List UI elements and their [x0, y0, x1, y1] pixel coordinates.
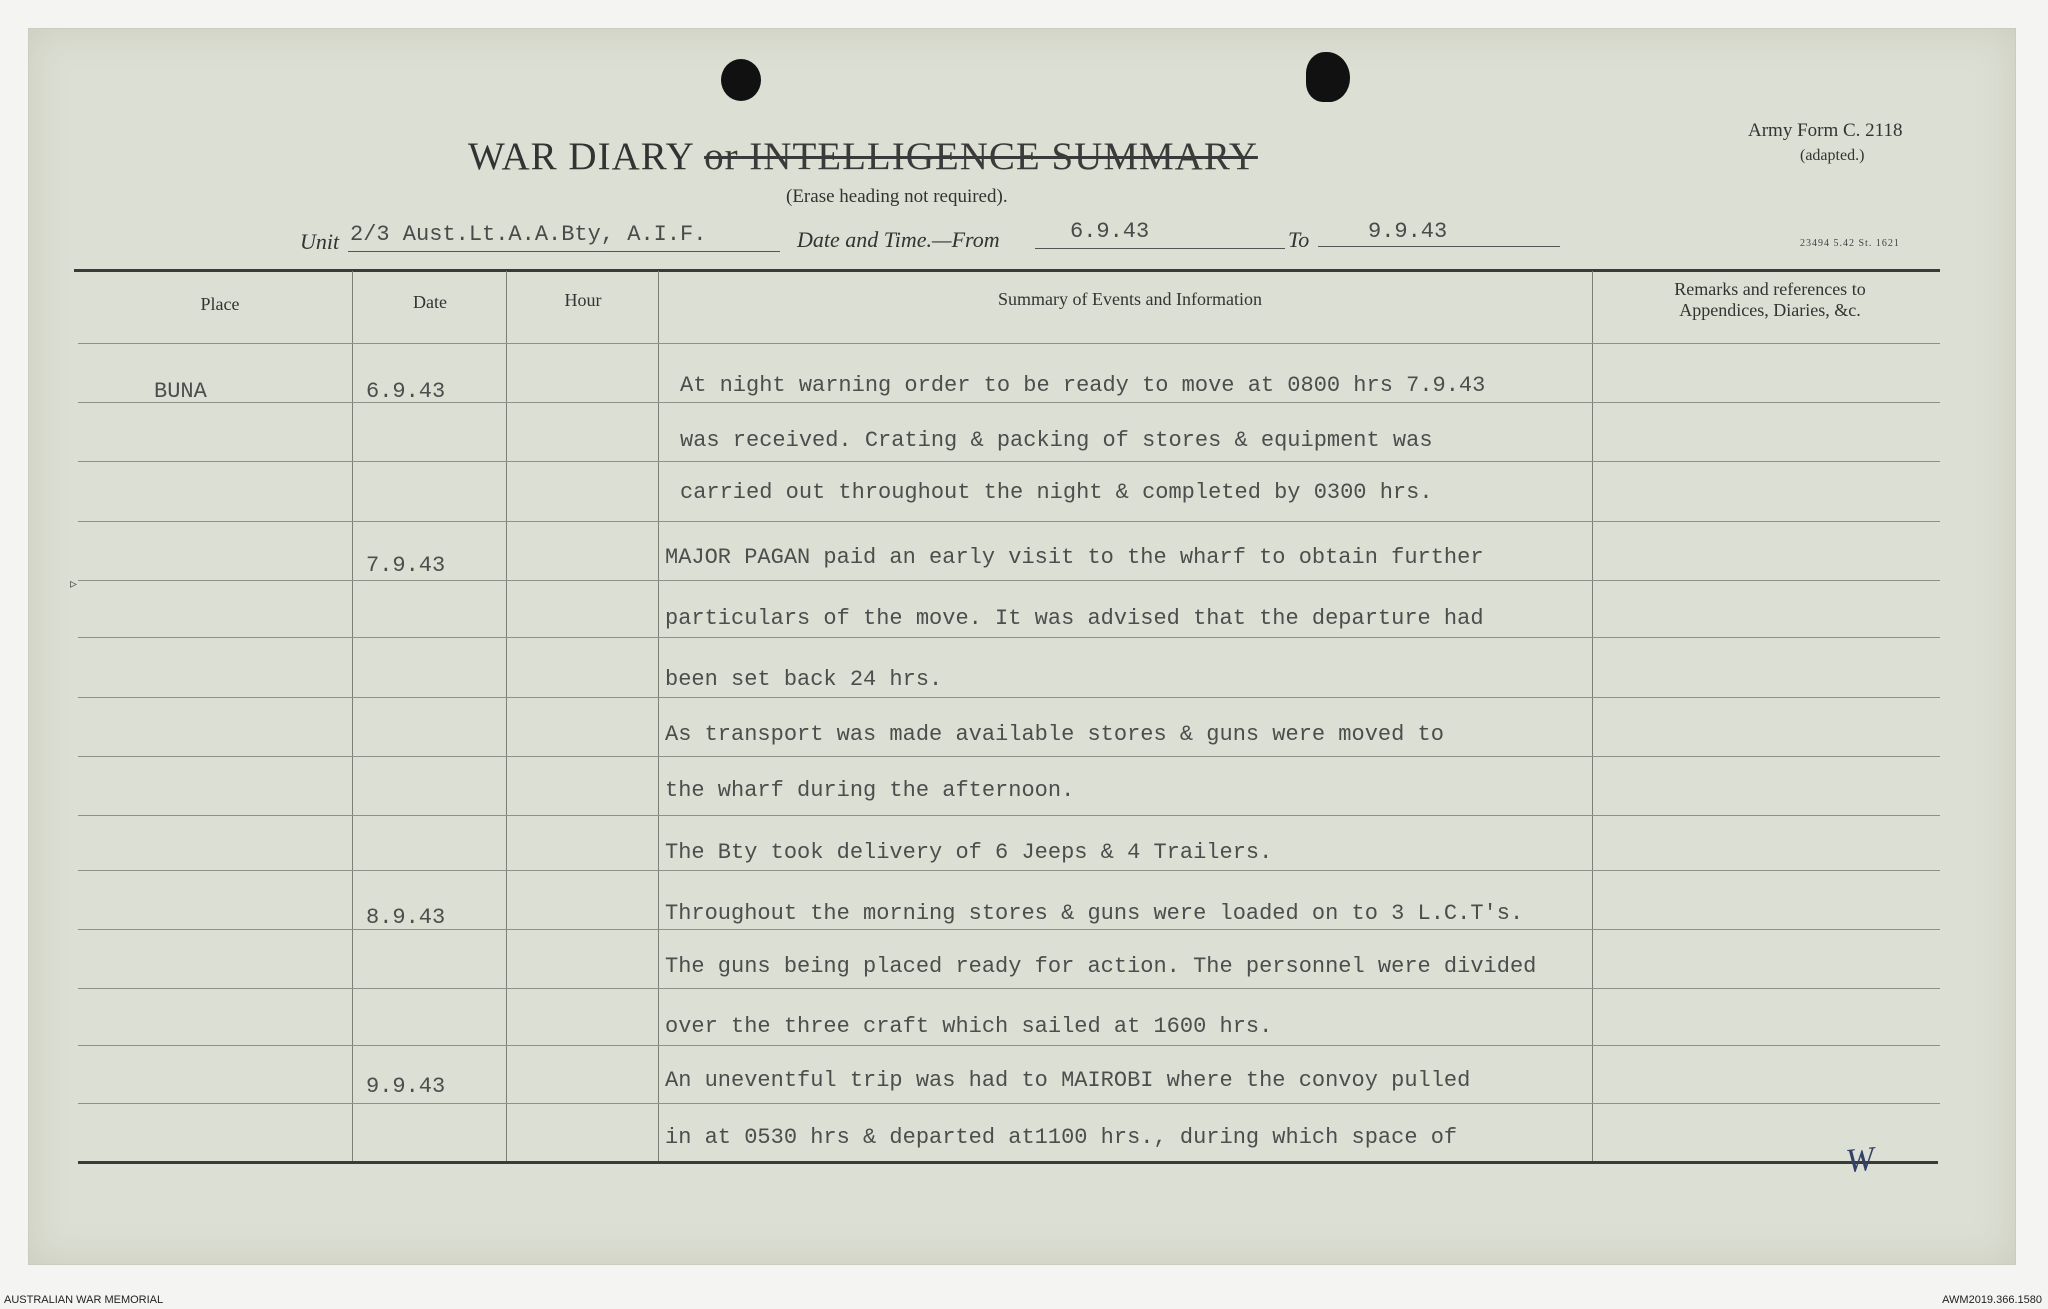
date-entry: 6.9.43 [366, 379, 446, 404]
col-header-date: Date [413, 292, 447, 312]
to-label: To [1288, 227, 1310, 252]
title-struck-summary: or INTELLIGENCE SUMMARY [704, 135, 1258, 178]
army-form-number: Army Form C. 2118 [1748, 120, 1903, 141]
title-war-diary: WAR DIARY [468, 135, 694, 178]
row-line [78, 580, 1940, 581]
row-line [78, 988, 1940, 989]
from-underline [1035, 248, 1285, 249]
row-line [78, 343, 1940, 344]
summary-line: The Bty took delivery of 6 Jeeps & 4 Trailers. [665, 840, 1273, 865]
from-date-value: 6.9.43 [1070, 219, 1150, 244]
footer-archive-name: AUSTRALIAN WAR MEMORIAL [4, 1294, 164, 1306]
table-top-rule [74, 269, 1940, 272]
summary-line: MAJOR PAGAN paid an early visit to the wharf to obtain further [665, 545, 1484, 570]
date-entry: 7.9.43 [366, 553, 446, 578]
unit-underline [348, 251, 780, 252]
table-bottom-rule [78, 1161, 1938, 1164]
punch-hole-left [721, 59, 761, 101]
col-divider-summary [1592, 271, 1593, 1161]
summary-line: particulars of the move. It was advised that the departure had [665, 606, 1484, 631]
row-line [78, 929, 1940, 930]
summary-line: As transport was made available stores & guns were moved to [665, 722, 1444, 747]
col-header-remarks-1: Remarks and references to [1674, 279, 1866, 299]
unit-value: 2/3 Aust.Lt.A.A.Bty, A.I.F. [350, 222, 707, 247]
date-entry: 8.9.43 [366, 905, 446, 930]
to-date-value: 9.9.43 [1368, 219, 1448, 244]
summary-line: was received. Crating & packing of stores & equipment was [680, 428, 1433, 453]
date-time-label: Date and Time.—From [797, 227, 1000, 252]
summary-line: the wharf during the afternoon. [665, 778, 1075, 803]
summary-line: been set back 24 hrs. [665, 667, 943, 692]
summary-line: Throughout the morning stores & guns were loaded on to 3 L.C.T's. [665, 901, 1524, 926]
handwritten-initial: W [1844, 1140, 1877, 1181]
summary-line: The guns being placed ready for action. The personnel were divided [665, 954, 1537, 979]
adapted-note: (adapted.) [1800, 147, 1865, 164]
summary-line: in at 0530 hrs & departed at1100 hrs., during which space of [665, 1125, 1458, 1150]
row-line [78, 521, 1940, 522]
punch-hole-torn [1306, 52, 1350, 102]
col-divider-place [352, 271, 353, 1161]
summary-line: carried out throughout the night & completed by 0300 hrs. [680, 480, 1433, 505]
col-header-hour: Hour [564, 290, 602, 310]
col-divider-date [506, 271, 507, 1161]
unit-label: Unit [300, 229, 340, 254]
col-header-summary: Summary of Events and Information [998, 289, 1262, 309]
place-entry: BUNA [154, 379, 207, 404]
footer-reference: AWM2019.366.1580 [1942, 1294, 2042, 1306]
form-title [468, 134, 1258, 179]
col-header-remarks-2: Appendices, Diaries, &c. [1679, 300, 1861, 320]
row-line [78, 637, 1940, 638]
to-underline [1318, 246, 1560, 247]
summary-line: At night warning order to be ready to move at 0800 hrs 7.9.43 [680, 373, 1486, 398]
row-line [78, 1103, 1940, 1104]
col-header-place: Place [200, 294, 240, 314]
row-line [78, 815, 1940, 816]
margin-arrow-mark: ▹ [70, 577, 78, 592]
row-line [78, 697, 1940, 698]
row-line [78, 756, 1940, 757]
row-line [78, 402, 1940, 403]
row-line [78, 1045, 1940, 1046]
row-line [78, 461, 1940, 462]
erase-note: (Erase heading not required). [786, 186, 1008, 207]
print-code: 23494 5.42 St. 1621 [1800, 238, 1900, 249]
summary-line: An uneventful trip was had to MAIROBI where the convoy pulled [665, 1068, 1471, 1093]
summary-line: over the three craft which sailed at 1600 hrs. [665, 1014, 1273, 1039]
row-line [78, 870, 1940, 871]
date-entry: 9.9.43 [366, 1074, 446, 1099]
col-divider-hour [658, 271, 659, 1161]
